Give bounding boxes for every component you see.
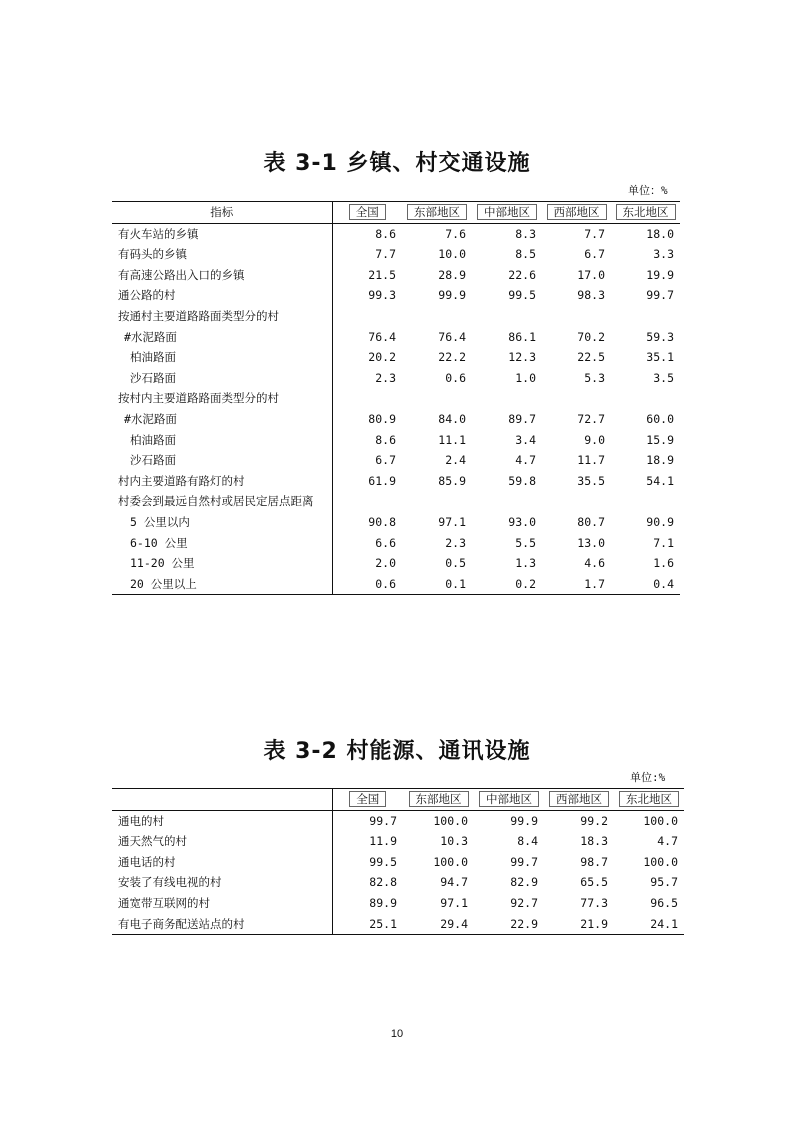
table1: [112, 201, 680, 595]
cell: 1.6: [653, 556, 674, 571]
row-label: 通公路的村: [112, 285, 332, 306]
row-label: 通电的村: [112, 810, 332, 831]
cell: 4.7: [515, 453, 536, 468]
table2-title: 表 3-2 村能源、通讯设施: [263, 739, 531, 764]
cell: 29.4: [403, 914, 474, 935]
cell: 24.1: [614, 914, 684, 935]
cell: 12.3: [508, 350, 536, 365]
cell: 99.7: [510, 854, 538, 869]
cell: 5.5: [515, 535, 536, 550]
cell: 90.8: [368, 514, 396, 529]
table2-col-header: 全国: [332, 789, 403, 811]
cell: 35.5: [577, 473, 605, 488]
row-label: 安装了有线电视的村: [112, 872, 332, 893]
cell: 89.9: [369, 895, 397, 910]
table1-title: 表 3-1 乡镇、村交通设施: [263, 151, 531, 176]
cell: 7.6: [445, 226, 466, 241]
cell: 4.6: [584, 556, 605, 571]
row-label: #水泥路面: [112, 327, 332, 348]
cell: 98.7: [580, 854, 608, 869]
cell: 80.7: [577, 514, 605, 529]
cell: 99.5: [508, 288, 536, 303]
table-row: [112, 872, 684, 893]
cell: 99.2: [580, 813, 608, 828]
row-label: #水泥路面: [112, 409, 332, 430]
table-row: [112, 574, 680, 595]
row-label: 11-20 公里: [112, 553, 332, 574]
cell: [611, 306, 680, 327]
cell: [611, 388, 680, 409]
cell: 0.1: [402, 574, 472, 595]
cell: 5.3: [584, 370, 605, 385]
cell: 100.0: [433, 854, 468, 869]
cell: 100.0: [643, 813, 678, 828]
cell: 7.7: [584, 226, 605, 241]
table1-unit: 单位：%: [628, 184, 668, 197]
row-label: 有高速公路出入口的乡镇: [112, 265, 332, 286]
cell: 89.7: [508, 411, 536, 426]
table2-header-label: [112, 789, 332, 811]
table-row: [112, 810, 684, 831]
cell: 2.4: [445, 453, 466, 468]
cell: 1.7: [542, 574, 611, 595]
table-row: [112, 285, 680, 306]
cell: 97.1: [438, 514, 466, 529]
cell: 10.0: [438, 247, 466, 262]
table1-col-header: 东北地区: [611, 202, 680, 224]
cell: [402, 388, 472, 409]
cell: 77.3: [580, 895, 608, 910]
cell: 13.0: [577, 535, 605, 550]
table2-unit: 单位:%: [630, 771, 666, 784]
row-label: 沙石路面: [112, 368, 332, 389]
cell: 22.5: [577, 350, 605, 365]
cell: [542, 388, 611, 409]
cell: 99.3: [368, 288, 396, 303]
table-row: [112, 450, 680, 471]
cell: 7.1: [653, 535, 674, 550]
cell: [332, 491, 402, 512]
cell: 100.0: [433, 813, 468, 828]
cell: 4.7: [657, 834, 678, 849]
cell: 11.1: [438, 432, 466, 447]
cell: [332, 388, 402, 409]
table-row: [112, 409, 680, 430]
cell: 99.7: [369, 813, 397, 828]
cell: 28.9: [438, 267, 466, 282]
table-row: [112, 430, 680, 451]
cell: 0.6: [445, 370, 466, 385]
cell: [402, 491, 472, 512]
table-row: [112, 491, 680, 512]
cell: 93.0: [508, 514, 536, 529]
cell: 2.3: [445, 535, 466, 550]
cell: 99.9: [438, 288, 466, 303]
cell: 76.4: [438, 329, 466, 344]
table2-col-header: 东北地区: [614, 789, 684, 811]
cell: 6.7: [375, 453, 396, 468]
cell: 99.7: [646, 288, 674, 303]
table-row: [112, 512, 680, 533]
cell: 60.0: [646, 411, 674, 426]
table-row: [112, 852, 684, 873]
row-label: 按通村主要道路路面类型分的村: [112, 306, 332, 327]
cell: [472, 491, 542, 512]
cell: 86.1: [508, 329, 536, 344]
cell: 20.2: [368, 350, 396, 365]
cell: 76.4: [368, 329, 396, 344]
table2-col-header: 中部地区: [474, 789, 544, 811]
cell: 8.6: [375, 226, 396, 241]
cell: 6.6: [375, 535, 396, 550]
cell: 1.3: [515, 556, 536, 571]
cell: 0.5: [445, 556, 466, 571]
cell: 8.5: [515, 247, 536, 262]
cell: 72.7: [577, 411, 605, 426]
cell: 15.9: [646, 432, 674, 447]
cell: 97.1: [440, 895, 468, 910]
cell: 99.9: [510, 813, 538, 828]
cell: 18.0: [646, 226, 674, 241]
row-label: 通宽带互联网的村: [112, 893, 332, 914]
row-label: 5 公里以内: [112, 512, 332, 533]
cell: 11.9: [369, 834, 397, 849]
table2-col-header: 西部地区: [544, 789, 614, 811]
cell: [402, 306, 472, 327]
cell: 8.4: [517, 834, 538, 849]
table2: [112, 788, 684, 935]
table-row: [112, 533, 680, 554]
cell: 61.9: [368, 473, 396, 488]
table-row: [112, 368, 680, 389]
cell: [472, 306, 542, 327]
row-label: 有火车站的乡镇: [112, 223, 332, 244]
table1-header-row: [112, 202, 680, 224]
page-number: 10: [390, 1028, 404, 1040]
table-row: [112, 223, 680, 244]
cell: 22.2: [438, 350, 466, 365]
row-label: 20 公里以上: [112, 574, 332, 595]
cell: 1.0: [515, 370, 536, 385]
cell: 90.9: [646, 514, 674, 529]
table1-col-header: 西部地区: [542, 202, 611, 224]
cell: 25.1: [332, 914, 403, 935]
cell: 82.8: [369, 875, 397, 890]
row-label: 6-10 公里: [112, 533, 332, 554]
cell: 3.4: [515, 432, 536, 447]
table-row: [112, 244, 680, 265]
table-row: [112, 831, 684, 852]
table2-header-row: [112, 789, 684, 811]
row-label: 沙石路面: [112, 450, 332, 471]
cell: 99.5: [369, 854, 397, 869]
table-row: [112, 265, 680, 286]
row-label: 柏油路面: [112, 430, 332, 451]
cell: 2.0: [375, 556, 396, 571]
cell: 85.9: [438, 473, 466, 488]
cell: 7.7: [375, 247, 396, 262]
cell: 0.2: [472, 574, 542, 595]
cell: 19.9: [646, 267, 674, 282]
table-row: [112, 306, 680, 327]
cell: 0.4: [611, 574, 680, 595]
cell: 9.0: [584, 432, 605, 447]
table-row: [112, 388, 680, 409]
cell: [611, 491, 680, 512]
cell: 8.6: [375, 432, 396, 447]
table2-col-header: 东部地区: [403, 789, 474, 811]
table-row: [112, 471, 680, 492]
table-row: [112, 347, 680, 368]
table1-col-header: 东部地区: [402, 202, 472, 224]
cell: 18.9: [646, 453, 674, 468]
row-label: 按村内主要道路路面类型分的村: [112, 388, 332, 409]
cell: 95.7: [650, 875, 678, 890]
cell: 98.3: [577, 288, 605, 303]
cell: 96.5: [650, 895, 678, 910]
cell: 3.3: [653, 247, 674, 262]
cell: 35.1: [646, 350, 674, 365]
cell: 84.0: [438, 411, 466, 426]
cell: 54.1: [646, 473, 674, 488]
cell: 59.8: [508, 473, 536, 488]
cell: [542, 306, 611, 327]
table-row: [112, 327, 680, 348]
table1-header-label: 指标: [112, 202, 332, 224]
cell: 3.5: [653, 370, 674, 385]
cell: 18.3: [580, 834, 608, 849]
cell: 92.7: [510, 895, 538, 910]
cell: 11.7: [577, 453, 605, 468]
row-label: 村委会到最远自然村或居民定居点距离: [112, 491, 332, 512]
cell: 22.6: [508, 267, 536, 282]
cell: 10.3: [440, 834, 468, 849]
table-row: [112, 914, 684, 935]
cell: [472, 388, 542, 409]
cell: [542, 491, 611, 512]
cell: 21.5: [368, 267, 396, 282]
cell: 6.7: [584, 247, 605, 262]
table1-col-header: 全国: [332, 202, 402, 224]
cell: 65.5: [580, 875, 608, 890]
cell: [332, 306, 402, 327]
cell: 21.9: [544, 914, 614, 935]
cell: 100.0: [643, 854, 678, 869]
row-label: 通电话的村: [112, 852, 332, 873]
cell: 0.6: [332, 574, 402, 595]
row-label: 有码头的乡镇: [112, 244, 332, 265]
cell: 8.3: [515, 226, 536, 241]
cell: 59.3: [646, 329, 674, 344]
table-row: [112, 553, 680, 574]
table1-col-header: 中部地区: [472, 202, 542, 224]
cell: 82.9: [510, 875, 538, 890]
table-row: [112, 893, 684, 914]
row-label: 柏油路面: [112, 347, 332, 368]
row-label: 有电子商务配送站点的村: [112, 914, 332, 935]
cell: 22.9: [474, 914, 544, 935]
cell: 2.3: [375, 370, 396, 385]
cell: 17.0: [577, 267, 605, 282]
cell: 94.7: [440, 875, 468, 890]
row-label: 通天然气的村: [112, 831, 332, 852]
cell: 80.9: [368, 411, 396, 426]
row-label: 村内主要道路有路灯的村: [112, 471, 332, 492]
cell: 70.2: [577, 329, 605, 344]
